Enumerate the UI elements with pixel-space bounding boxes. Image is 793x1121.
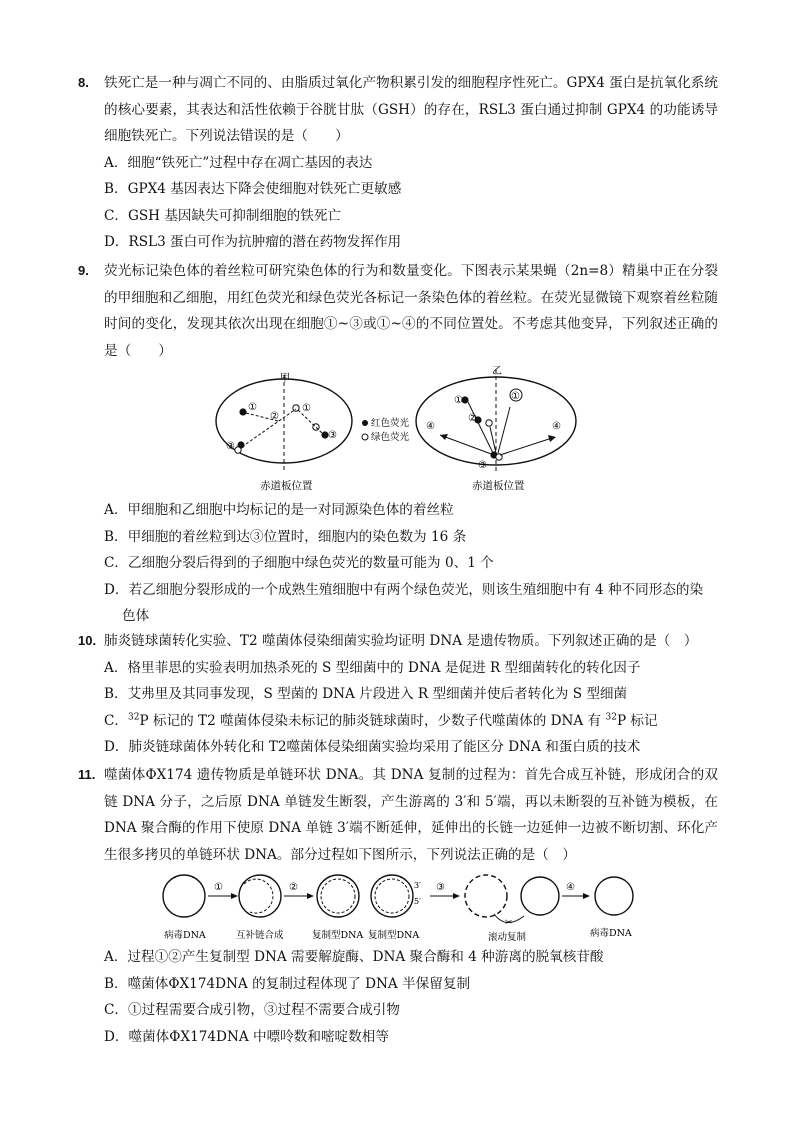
option-d: D．若乙细胞分裂形成的一个成熟生殖细胞中有两个绿色荧光，则该生殖细胞中有 4 种不同形态的染 (104, 581, 704, 598)
option-c-suffix: P 标记 (616, 712, 658, 729)
option-d-continued: 色体 (122, 608, 150, 624)
option-c (104, 708, 718, 735)
option-d: D．肺炎链球菌体外转化和 T2噬菌体侵染细菌实验均采用了能区分 DNA 和蛋白质的技术 (104, 739, 641, 755)
arrowhead (453, 893, 460, 899)
viral-dna-circle (595, 877, 633, 915)
option-b: B．噬菌体ΦX174DNA 的复制过程体现了 DNA 半保留复制 (104, 975, 471, 992)
caption-viral-dna: 病毒DNA (590, 928, 632, 939)
question-number: 8. (78, 75, 89, 90)
caption-complement: 互补链合成 (236, 930, 284, 941)
marker-1: ① (511, 391, 520, 402)
replicative-dna-circle (317, 875, 359, 917)
marker-1: ① (248, 402, 257, 413)
caption-equatorial-left: 赤道板位置 (260, 480, 313, 492)
option-c-text: P 标记的 T2 噬菌体侵染未标记的肺炎链球菌时，少数子代噬菌体的 DNA 有 (139, 712, 606, 729)
legend-green-dot (362, 434, 368, 440)
replicative-inner-strand (321, 879, 355, 913)
option-a: A．甲细胞和乙细胞中均标记的是一对同源染色体的着丝粒 (104, 502, 454, 518)
option-d: D．RSL3 蛋白可作为抗肿瘤的潜在药物发挥作用 (104, 234, 402, 250)
marker-3: ③ (226, 441, 235, 452)
option-b: B．甲细胞的着丝粒到达③位置时，细胞内的染色数为 16 条 (104, 528, 467, 545)
caption-replicative: 复制型DNA (312, 930, 364, 941)
question-number: 9. (78, 263, 89, 278)
complement-strand (244, 879, 273, 913)
marker-3: ③ (328, 430, 337, 441)
caption-viral-dna: 病毒DNA (164, 930, 206, 941)
option-d: D．噬菌体ΦX174DNA 中嘌呤数和嘧啶数相等 (104, 1028, 389, 1045)
step-2-label: ② (289, 882, 298, 893)
arrowhead (231, 893, 238, 899)
marker-2: ② (468, 413, 477, 424)
marker-3: ③ (478, 460, 487, 471)
question-stem: 荧光标记染色体的着丝粒可研究染色体的行为和数量变化。下图表示某果蝇（2n=8）精巢中正在分裂的甲细胞和乙细胞，用红色荧光和绿色荧光各标记一条染色体的着丝粒。在荧光显微镜下观察着丝粒随时间的变化，发现其依次出现在细胞①~③或①~④的不同位置处。不考虑其他变异，下列叙述正确的是（ ） (104, 263, 718, 359)
arrowhead (583, 893, 590, 899)
step-1-label: ① (214, 882, 223, 893)
option-b: B．艾弗里及其同事发现，S 型菌的 DNA 片段进入 R 型细菌并使后者转化为 S 型细菌 (104, 686, 628, 702)
marker-1: ① (454, 395, 463, 406)
step-3-label: ③ (436, 882, 445, 893)
end-5-prime: 5′ (414, 897, 421, 906)
green-dot (486, 420, 492, 426)
option-a: A．过程①②产生复制型 DNA 需要解旋酶、DNA 聚合酶和 4 种游离的脱氧核苷酸 (104, 949, 604, 965)
marker-4: ④ (552, 421, 561, 432)
path-line (500, 438, 552, 455)
replicative-inner-strand (375, 879, 409, 913)
green-dot (235, 447, 241, 453)
option-b: B．GPX4 基因表达下降会使细胞对铁死亡更敏感 (104, 181, 402, 197)
viral-dna-circle (163, 875, 205, 917)
arrowhead (548, 435, 556, 442)
isotope-mass: 32 (128, 711, 140, 722)
option-a: A．格里菲思的实验表明加热杀死的 S 型细菌中的 DNA 是促进 R 型细菌转化的转化因子 (104, 659, 641, 676)
new-viral-circle (521, 877, 559, 915)
question-stem: 肺炎链球菌转化实验、T2 噬菌体侵染细菌实验均证明 DNA 是遗传物质。下列叙述正确的是（ ） (104, 633, 698, 649)
legend-red-label: 红色荧光 (371, 418, 410, 429)
cell-division-figure (210, 365, 610, 495)
caption-equatorial-right: 赤道板位置 (472, 480, 525, 492)
isotope-mass: 32 (605, 711, 617, 722)
option-c-prefix: C． (104, 712, 128, 729)
label-jia: 甲 (280, 373, 290, 384)
question-stem: 噬菌体ΦX174 遗传物质是单链环状 DNA。其 DNA 复制的过程为：首先合成互补链，形成闭合的双链 DNA 分子，之后原 DNA 单链发生断裂，产生游离的 3′和 5′端，再以未断裂的互补链为模板，在 DNA 聚合酶的作用下使原 DNA 单链 3′端不断延伸，延伸出的长链一边延伸一边被不断切割、环化产生很多拷贝的单链环状 DNA。部分过程如下图所示，下列说法正确的是（ ） (104, 767, 718, 863)
question-11 (78, 762, 718, 868)
label-yi: 乙 (492, 366, 502, 377)
question-9 (78, 258, 718, 364)
marker-4: ④ (426, 421, 435, 432)
complement-circle (239, 875, 281, 917)
question-stem: 铁死亡是一种与凋亡不同的、由脂质过氧化产物积累引发的细胞程序性死亡。GPX4 蛋白是抗氧化系统的核心要素，其表达和活性依赖于谷胱甘肽（GSH）的存在，RSL3 蛋白通过抑制 GPX4 的功能诱导细胞铁死亡。下列说法错误的是（ ） (104, 75, 718, 144)
option-a: A．细胞“铁死亡”过程中存在凋亡基因的表达 (104, 154, 373, 171)
marker-2: ② (270, 411, 279, 422)
question-number: 10. (78, 633, 97, 648)
scissors-icon: ✂ (505, 918, 513, 928)
caption-replicative: 复制型DNA (368, 930, 420, 941)
question-9-options (78, 497, 718, 630)
legend-green-label: 绿色荧光 (371, 432, 410, 443)
arrowhead (307, 893, 314, 899)
marker-1: ① (302, 403, 311, 414)
question-11-options (78, 944, 718, 1050)
dna-replication-figure (158, 870, 638, 944)
path-line (498, 407, 510, 453)
legend-red-dot (362, 420, 368, 426)
caption-rolling: 滚动复制 (488, 932, 527, 943)
end-3-prime: 3′ (414, 881, 421, 890)
replicative-dna-circle (371, 875, 413, 917)
question-number: 11. (78, 767, 96, 782)
rolling-circle (465, 875, 507, 917)
path-line (468, 402, 493, 453)
option-c: C．①过程需要合成引物，③过程不需要合成引物 (104, 1002, 400, 1018)
question-10 (78, 628, 718, 761)
red-dot (239, 408, 246, 415)
step-4-label: ④ (566, 882, 575, 893)
question-8 (78, 70, 718, 256)
option-c: C．乙细胞分裂后得到的子细胞中绿色荧光的数量可能为 0、1 个 (104, 555, 494, 571)
option-c: C．GSH 基因缺失可抑制细胞的铁死亡 (104, 207, 342, 224)
